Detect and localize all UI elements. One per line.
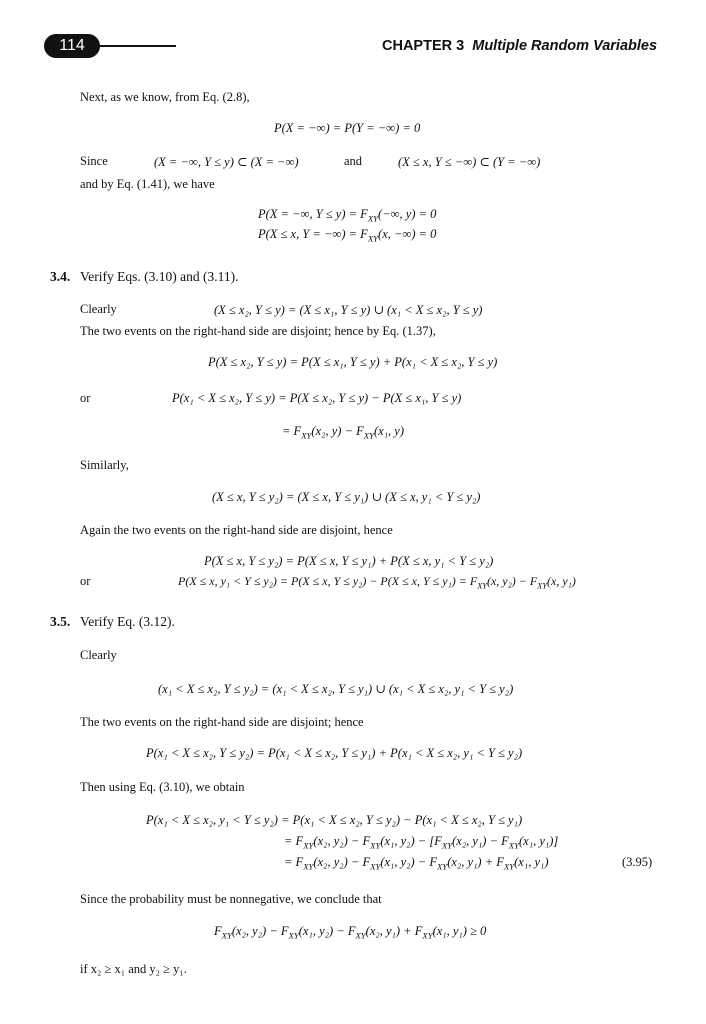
equation: $F_{XY}(x_2$, $y_2) - F_{XY}(x_1$, $y_2) - F_{XY}(x_2$, $y_1) + F_{XY}(x_1$, y₁) ≥ 0 — [214, 924, 487, 941]
text-line: Since — [80, 154, 108, 168]
text-line: Again the two events on the right-hand side are disjoint, hence — [80, 523, 393, 537]
equation: P(X ≤ x₂, Y ≤ y) = P(X ≤ x₁, Y ≤ y) + P(x₁ < X ≤ x₂, Y ≤ y) — [208, 355, 498, 369]
problem-title: Verify Eq. (3.12). — [80, 614, 175, 629]
equation: (X ≤ x, Y ≤ y₂) = (X ≤ x, Y ≤ y₁) ∪ (X ≤ x, y₁ < Y ≤ y₂) — [212, 490, 481, 504]
problem-number: 3.5. — [50, 614, 71, 629]
equation: = $F_{XY}(x_2$, $y_2) - F_{XY}(x_1$, $y_2) - [F_{XY}(x_2$, $y_1) - F_{XY}(x_1$, y₁)] — [284, 834, 559, 851]
text-line: Clearly — [80, 302, 117, 316]
text-line: Then using Eq. (3.10), we obtain — [80, 780, 245, 794]
text-line: and by Eq. (1.41), we have — [80, 177, 215, 191]
equation: (X ≤ x, Y ≤ −∞) ⊂ (Y = −∞) — [398, 155, 541, 169]
text-line: Next, as we know, from Eq. (2.8), — [80, 90, 250, 104]
equation: = $F_{XY}(x_2$, $y_2) - F_{XY}(x_1$, $y_2) - F_{XY}(x_2$, $y_1) + F_{XY}(x_1$, y₁) — [284, 855, 549, 872]
equation: = $F_{XY}(x_2$, $y) - F_{XY}(x_1$, y) — [282, 424, 405, 441]
problem-title: Verify Eqs. (3.10) and (3.11). — [80, 269, 239, 284]
equation: P(X ≤ x, Y ≤ y₂) = P(X ≤ x, Y ≤ y₁) + P(X ≤ x, y₁ < Y ≤ y₂) — [204, 554, 494, 568]
equation: P(X = −∞, $Y \le y) = F_{XY}(-\infty$, y) = 0 — [258, 207, 437, 224]
text-line: The two events on the right-hand side are disjoint; hence — [80, 715, 364, 729]
equation: (x₁ < X ≤ x₂, Y ≤ y₂) = (x₁ < X ≤ x₂, Y ≤ y₁) ∪ (x₁ < X ≤ x₂, y₁ < Y ≤ y₂) — [158, 682, 514, 696]
equation: P(X = −∞) = P(Y = −∞) = 0 — [274, 121, 421, 135]
header-rule — [96, 45, 176, 47]
equation: (X ≤ x₂, Y ≤ y) = (X ≤ x₁, Y ≤ y) ∪ (x₁ < X ≤ x₂, Y ≤ y) — [214, 303, 483, 317]
equation: P(x₁ < X ≤ x₂, Y ≤ y) = P(X ≤ x₂, Y ≤ y) − P(X ≤ x₁, Y ≤ y) — [172, 391, 462, 405]
equation: (X = −∞, Y ≤ y) ⊂ (X = −∞) — [154, 155, 299, 169]
text-line: or — [80, 574, 91, 588]
equation: P(X ≤ x, y₁ < Y ≤ y₂) = P(X ≤ x, Y ≤ y₂) − P(X ≤ x, $Y \le y_1) = F_{XY}(x$, $y_2) - F_{XY}(x$, y₁) — [178, 574, 576, 591]
text-line: if x₂ ≥ x₁ and y₂ ≥ y₁. — [80, 962, 187, 976]
page-number: 114 — [59, 37, 85, 54]
problem-number: 3.4. — [50, 269, 71, 284]
equation: P(X ≤ x, Y = −∞) = $F_{XY}(x$, −∞) = 0 — [258, 227, 437, 244]
text-line: Similarly, — [80, 458, 129, 472]
text-line: Since the probability must be nonnegative, we conclude that — [80, 892, 382, 906]
chapter-title: Multiple Random Variables — [472, 38, 658, 54]
equation: P(x₁ < X ≤ x₂, Y ≤ y₂) = P(x₁ < X ≤ x₂, Y ≤ y₁) + P(x₁ < X ≤ x₂, y₁ < Y ≤ y₂) — [146, 746, 523, 760]
chapter-label: CHAPTER 3 — [382, 38, 465, 54]
chapter-heading — [382, 38, 657, 54]
text-line: Clearly — [80, 648, 117, 662]
text-line: The two events on the right-hand side are disjoint; hence by Eq. (1.37), — [80, 324, 436, 338]
text-line: and — [344, 154, 363, 168]
equation-number: (3.95) — [622, 855, 653, 869]
equation: P(x₁ < X ≤ x₂, y₁ < Y ≤ y₂) = P(x₁ < X ≤ x₂, Y ≤ y₂) − P(x₁ < X ≤ x₂, Y ≤ y₁) — [146, 813, 523, 827]
text-line: or — [80, 391, 91, 405]
